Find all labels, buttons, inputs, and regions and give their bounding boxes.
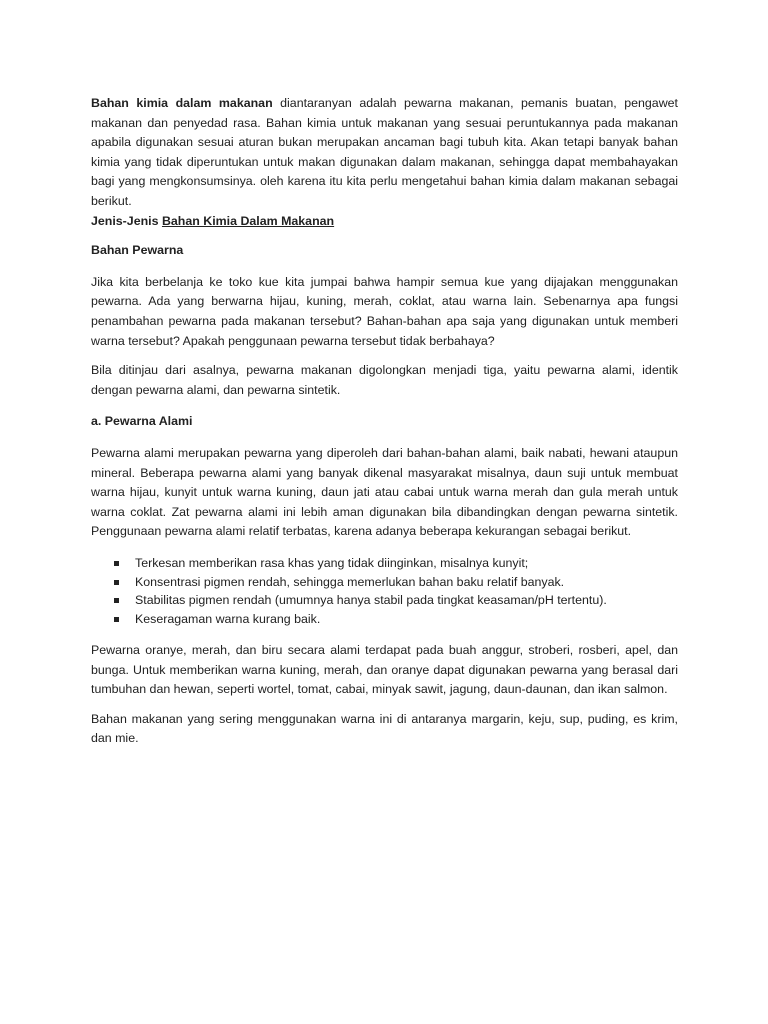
jenis-heading bbox=[91, 212, 678, 232]
list-item: Terkesan memberikan rasa khas yang tidak diinginkan, misalnya kunyit; bbox=[114, 554, 678, 573]
list-item: Stabilitas pigmen rendah (umumnya hanya stabil pada tingkat keasaman/pH tertentu). bbox=[114, 591, 678, 610]
bullet-icon bbox=[114, 580, 119, 585]
intro-paragraph bbox=[91, 94, 678, 212]
document-page bbox=[91, 94, 678, 749]
list-item: Konsentrasi pigmen rendah, sehingga memerlukan bahan baku relatif banyak. bbox=[114, 573, 678, 592]
paragraph-4: Pewarna oranye, merah, dan biru secara alami terdapat pada buah anggur, stroberi, rosberi, apel, dan bunga. Untuk memberikan warna kuning, merah, dan oranye dapat digunakan pewarna yang berasal dari tumbuhan dan hewan, seperti wortel, tomat, cabai, minyak sawit, jagung, daun-daunan, dan ikan salmon. bbox=[91, 643, 678, 697]
paragraph-5: Bahan makanan yang sering menggunakan warna ini di antaranya margarin, keju, sup, puding, es krim, dan mie. bbox=[91, 711, 678, 746]
paragraph-1: Jika kita berbelanja ke toko kue kita jumpai bahwa hampir semua kue yang dijajakan menggunakan pewarna. Ada yang berwarna hijau, kuning, merah, coklat, atau warna lain. Sebenarnya apa fungsi penambahan pewarna pada makanan tersebut? Bahan-bahan apa saja yang digunakan untuk memberi warna tersebut? Apakah penggunaan pewarna tersebut tidak berbahaya? bbox=[91, 274, 678, 348]
subheading-pewarna-alami: a. Pewarna Alami bbox=[91, 414, 193, 429]
list-item: Keseragaman warna kurang baik. bbox=[114, 610, 678, 629]
jenis-heading-link[interactable]: Bahan Kimia Dalam Makanan bbox=[161, 213, 335, 228]
bullet-icon bbox=[114, 598, 119, 603]
bullet-icon bbox=[114, 617, 119, 622]
intro-text: diantaranyan adalah pewarna makanan, pemanis buatan, pengawet makanan dan penyedad rasa. Bahan kimia untuk makanan yang sesuai peruntukannya pada makanan apabila digunakan sesuai aturan bukan merupakan ancaman bagi tubuh kita. Akan tetapi banyak bahan kimia yang tidak diperuntukan untuk makan digunakan dalam makanan, sehingga dapat membahayakan bagi yang mengkonsumsinya. oleh karena itu kita perlu mengetahui bahan kimia dalam makanan sebagai berikut. bbox=[91, 96, 678, 208]
jenis-heading-prefix: Jenis-Jenis bbox=[91, 213, 162, 228]
intro-lead-bold: Bahan kimia dalam makanan bbox=[91, 96, 273, 110]
paragraph-2: Bila ditinjau dari asalnya, pewarna makanan digolongkan menjadi tiga, yaitu pewarna alami, identik dengan pewarna alami, dan pewarna sintetik. bbox=[91, 363, 678, 397]
section-title: Bahan Pewarna bbox=[91, 243, 184, 258]
bullet-list bbox=[91, 554, 678, 629]
paragraph-3: Pewarna alami merupakan pewarna yang diperoleh dari bahan-bahan alami, baik nabati, hewani ataupun mineral. Beberapa pewarna alami yang banyak dikenal masyarakat misalnya, daun suji untuk membuat warna hijau, kunyit untuk warna kuning, daun jati atau cabai untuk warna merah dan gula merah untuk warna coklat. Zat pewarna alami ini lebih aman digunakan bila dibandingkan dengan pewarna sintetik. Penggunaan pewarna alami relatif terbatas, karena adanya beberapa kekurangan sebagai berikut. bbox=[91, 445, 678, 539]
bullet-icon bbox=[114, 561, 119, 566]
